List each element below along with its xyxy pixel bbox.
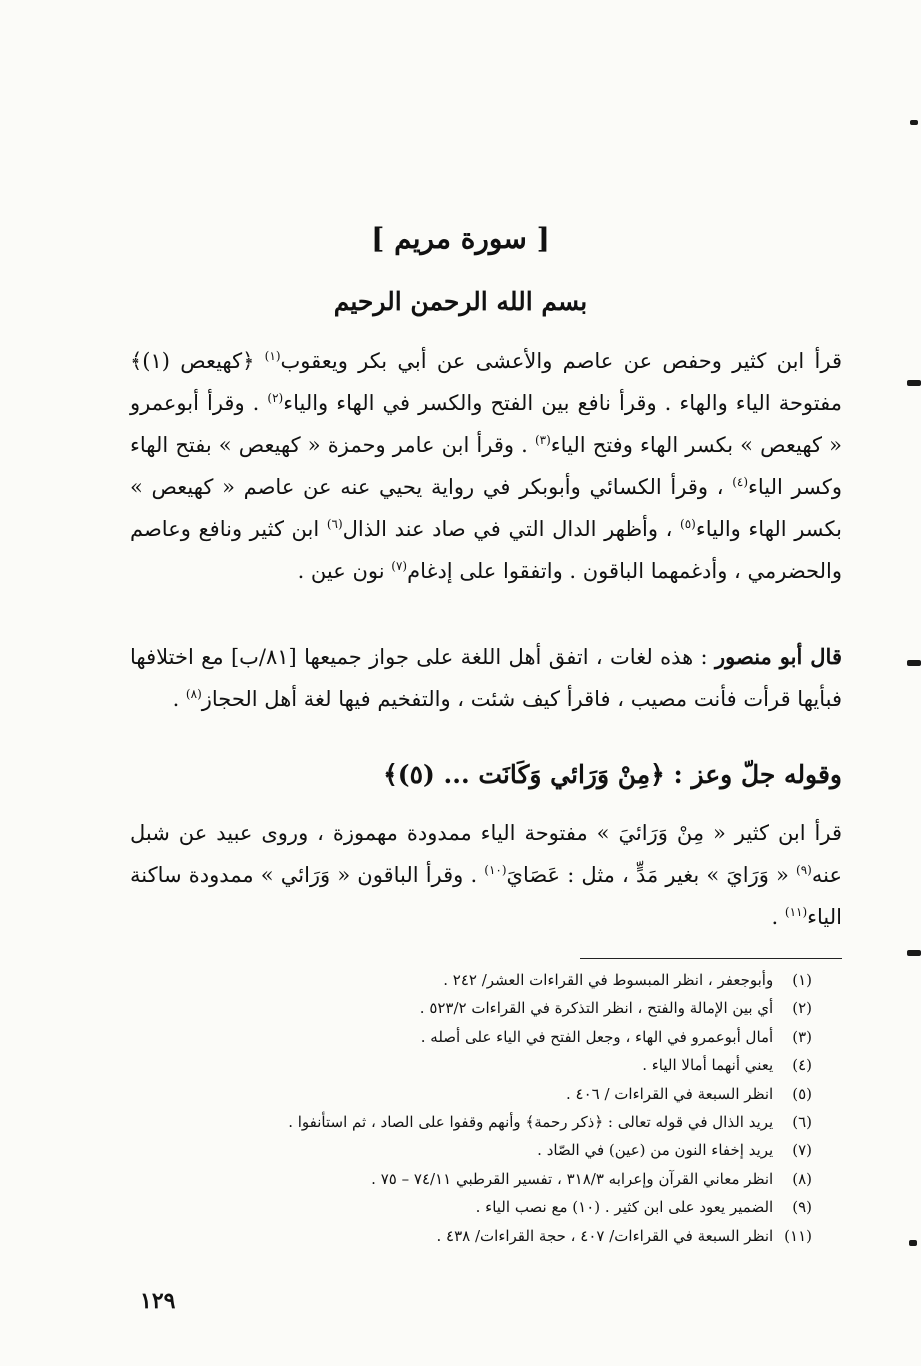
scan-mark bbox=[907, 660, 921, 666]
text-span: قرأ ابن كثير « مِنْ وَرَائيَ » مفتوحة الياء ممدودة مهموزة ، وروى عبيد عن شبل عنه bbox=[130, 821, 842, 887]
footnote-ref-7[interactable]: (٧) bbox=[391, 559, 408, 573]
text-span: ابن كثير ونافع وعاصم والحضرمي ، وأدغمهما الباقون . واتفقوا على إدغام bbox=[130, 517, 842, 583]
text-span: . bbox=[172, 687, 186, 711]
footnotes-list bbox=[190, 966, 812, 1250]
footnote-item bbox=[190, 1108, 812, 1136]
footnote-text: انظر السبعة في القراءات / ٤٠٦ . bbox=[565, 1084, 774, 1103]
footnote-text: يعني أنهما أمالا الياء . bbox=[642, 1056, 774, 1075]
scan-mark bbox=[907, 950, 921, 956]
footnote-number: (٣) bbox=[792, 1027, 812, 1046]
footnote-ref-4[interactable]: (٤) bbox=[732, 475, 749, 489]
paragraph-readings-warai bbox=[130, 812, 842, 938]
footnote-text: يريد الذال في قوله تعالى : ﴿ذكر رحمة﴾ وأنهم وقفوا على الصاد ، ثم استأنفوا . bbox=[288, 1113, 774, 1132]
paragraph-readings-kaf-ha-ya-ain-sad bbox=[130, 340, 842, 592]
footnote-item bbox=[190, 1023, 812, 1051]
footnote-ref-6[interactable]: (٦) bbox=[326, 517, 343, 531]
scan-mark bbox=[909, 1240, 917, 1246]
footnote-number: (٧) bbox=[792, 1141, 812, 1160]
footnote-number: (٨) bbox=[792, 1169, 812, 1188]
footnote-number: (١) bbox=[792, 971, 812, 989]
footnote-ref-1[interactable]: (١) bbox=[264, 349, 281, 363]
footnote-text: الضمير يعود على ابن كثير . (١٠) مع نصب الياء . bbox=[475, 1198, 774, 1217]
footnote-item bbox=[190, 1222, 812, 1250]
speaker-label: قال أبو منصور bbox=[715, 644, 842, 669]
footnote-text: انظر معاني القرآن وإعرابه ٣١٨/٣ ، تفسير القرطبي ٧٤/١١ – ٧٥ . bbox=[371, 1169, 774, 1188]
footnote-text: أي بين الإمالة والفتح ، انظر التذكرة في القراءات ٥٢٣/٢ . bbox=[419, 999, 774, 1018]
scan-mark bbox=[910, 120, 918, 125]
footnote-item bbox=[190, 1080, 812, 1108]
footnote-item bbox=[190, 966, 812, 994]
footnote-ref-10[interactable]: (١٠) bbox=[484, 863, 507, 877]
footnote-separator bbox=[580, 958, 842, 959]
footnote-text: يريد إخفاء النون من (عين) في الصّاد . bbox=[537, 1141, 774, 1160]
text-span: . bbox=[771, 905, 785, 929]
footnote-item bbox=[190, 1136, 812, 1164]
text-span: : هذه لغات ، اتفق أهل اللغة على جواز جميعها [٨١/ب] مع اختلافها فبأيها قرأت فأنت مصيب ، فاقرأ كيف شئت ، والتفخيم فيها لغة أهل الحجاز bbox=[130, 645, 842, 711]
footnote-number: (٦) bbox=[792, 1113, 812, 1132]
footnote-number: (٥) bbox=[792, 1084, 812, 1103]
footnote-ref-11[interactable]: (١١) bbox=[784, 905, 808, 919]
footnote-ref-8[interactable]: (٨) bbox=[185, 687, 202, 701]
footnote-item bbox=[190, 1165, 812, 1193]
verse-heading: وقوله جلّ وعز : ﴿مِنْ وَرَائي وَكَانَت ... (٥)﴾ bbox=[383, 760, 842, 789]
text-span: ﴿كهيعص (١)﴾ مفتوحة الياء والهاء . وقرأ نافع بين الفتح والكسر في الهاء والياء bbox=[130, 349, 842, 415]
text-span: ، وقرأ الكسائي وأبوبكر في رواية يحيي عنه عن عاصم « كهيعص » بكسر الهاء والياء bbox=[130, 475, 842, 541]
footnote-item bbox=[190, 994, 812, 1022]
footnote-number: (٤) bbox=[792, 1056, 812, 1075]
scan-mark bbox=[907, 380, 921, 386]
text-span: . وقرأ أبوعمرو « كهيعص » بكسر الهاء وفتح الياء bbox=[130, 391, 842, 457]
text-span: نون عين . bbox=[297, 559, 392, 583]
footnote-ref-3[interactable]: (٣) bbox=[534, 433, 551, 447]
footnote-ref-9[interactable]: (٩) bbox=[796, 863, 812, 877]
surah-title: [ سورة مريم ] bbox=[371, 222, 550, 255]
footnote-text: وأبوجعفر ، انظر المبسوط في القراءات العشر/ ٢٤٢ . bbox=[443, 971, 774, 989]
text-span: قرأ ابن كثير وحفص عن عاصم والأعشى عن أبي بكر ويعقوب bbox=[280, 349, 842, 373]
footnote-item bbox=[190, 1193, 812, 1221]
footnote-ref-5[interactable]: (٥) bbox=[680, 517, 696, 531]
footnote-item bbox=[190, 1051, 812, 1079]
text-span: ، وأظهر الدال التي في صاد عند الذال bbox=[342, 517, 681, 541]
text-span: « وَرَايَ » بغير مَدٍّ ، مثل : عَصَايَ bbox=[506, 863, 797, 887]
footnote-ref-2[interactable]: (٢) bbox=[267, 391, 284, 405]
paragraph-abu-mansur bbox=[130, 636, 842, 720]
footnote-number: (٩) bbox=[792, 1198, 812, 1217]
footnote-number: (٢) bbox=[792, 999, 812, 1018]
footnote-number: (١١) bbox=[784, 1226, 812, 1245]
footnote-text: انظر السبعة في القراءات/ ٤٠٧ ، حجة القراءات/ ٤٣٨ . bbox=[436, 1226, 774, 1245]
text-span: . وقرأ ابن عامر وحمزة « كهيعص » بفتح الهاء وكسر الياء bbox=[130, 433, 842, 499]
basmala-heading: بسم الله الرحمن الرحيم bbox=[333, 287, 588, 316]
footnote-text: أمال أبوعمرو في الهاء ، وجعل الفتح في الياء على أصله . bbox=[420, 1027, 774, 1046]
text-span: . وقرأ الباقون « وَرَائي » ممدودة ساكنة الياء bbox=[130, 863, 842, 929]
page-number: ١٢٩ bbox=[140, 1288, 176, 1314]
